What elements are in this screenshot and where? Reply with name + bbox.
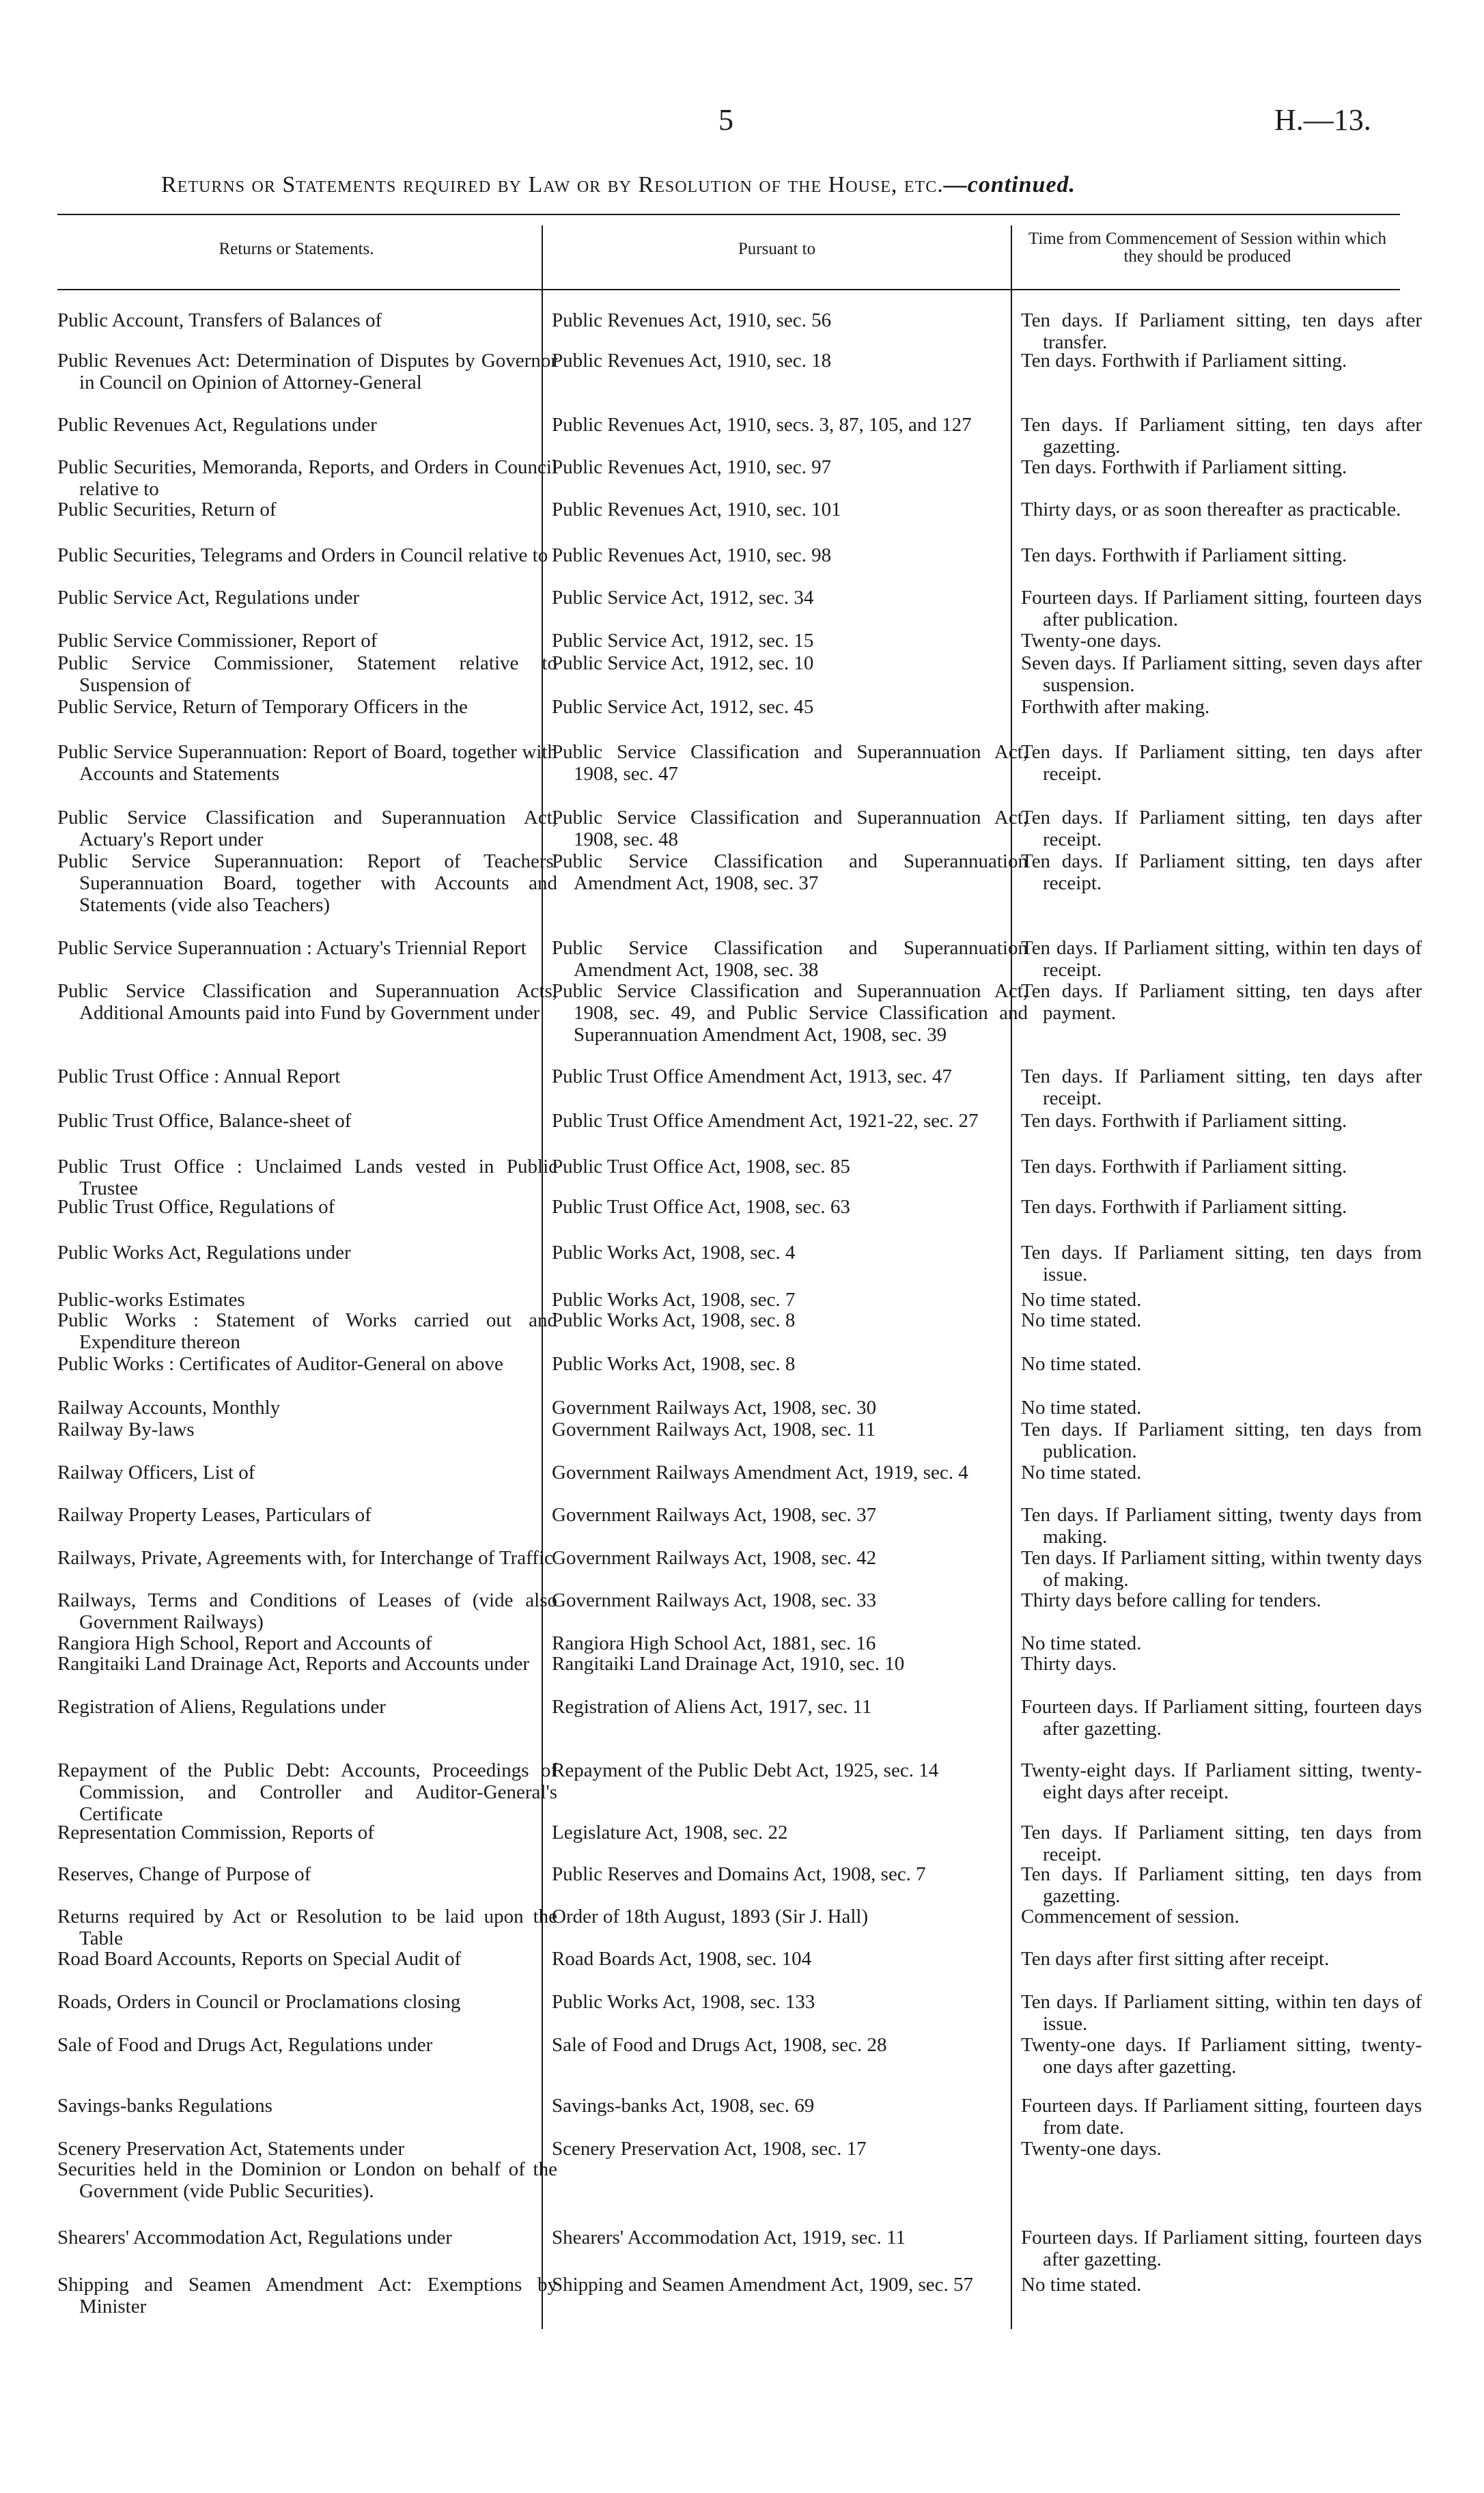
time-cell: Thirty days, or as soon thereafter as practicable. bbox=[1021, 499, 1401, 520]
time-cell: No time stated. bbox=[1021, 1289, 1142, 1311]
time-cell: Ten days. If Parliament sitting, ten days after receipt. bbox=[1021, 807, 1422, 850]
statement-cell: Public Service Superannuation: Report of Teachers' Superannuation Board, together with Accounts and Statements (vide also Teachers) bbox=[57, 850, 557, 916]
pursuant-cell: Public Works Act, 1908, sec. 7 bbox=[552, 1289, 796, 1311]
statement-cell: Securities held in the Dominion or London on behalf of the Government (vide Public Securities). bbox=[57, 2158, 557, 2202]
statement-cell: Representation Commission, Reports of bbox=[57, 1822, 374, 1843]
statement-cell: Scenery Preservation Act, Statements under bbox=[57, 2138, 405, 2160]
time-cell: Ten days. If Parliament sitting, ten days after receipt. bbox=[1021, 850, 1422, 894]
pursuant-cell: Public Service Act, 1912, sec. 45 bbox=[552, 696, 814, 718]
statement-cell: Public Service Act, Regulations under bbox=[57, 587, 360, 609]
statement-cell: Public Service Classification and Superannuation Act, Actuary's Report under bbox=[57, 807, 557, 850]
time-cell: Ten days. If Parliament sitting, ten days after receipt. bbox=[1021, 1066, 1422, 1109]
pursuant-cell: Public Trust Office Amendment Act, 1913, sec. 47 bbox=[552, 1066, 952, 1087]
time-cell: Twenty-eight days. If Parliament sitting, twenty-eight days after receipt. bbox=[1021, 1759, 1422, 1803]
statement-cell: Public Trust Office : Annual Report bbox=[57, 1066, 341, 1087]
time-cell: Ten days. Forthwith if Parliament sitting. bbox=[1021, 1110, 1347, 1132]
time-cell: Seven days. If Parliament sitting, seven days after suspension. bbox=[1021, 652, 1422, 696]
time-cell: Ten days. If Parliament sitting, ten days from gazetting. bbox=[1021, 1863, 1422, 1907]
statement-cell: Public Securities, Memoranda, Reports, and Orders in Council relative to bbox=[57, 456, 557, 500]
pursuant-cell: Registration of Aliens Act, 1917, sec. 11 bbox=[552, 1696, 872, 1718]
pursuant-cell: Legislature Act, 1908, sec. 22 bbox=[552, 1822, 788, 1843]
column-header-pursuant: Pursuant to bbox=[738, 240, 816, 258]
statement-cell: Railways, Terms and Conditions of Leases of (vide also Government Railways) bbox=[57, 1589, 557, 1633]
statement-cell: Rangiora High School, Report and Accounts of bbox=[57, 1632, 432, 1654]
pursuant-cell: Public Service Classification and Superannuation Amendment Act, 1908, sec. 38 bbox=[552, 937, 1028, 981]
page-number: 5 bbox=[718, 103, 733, 137]
pursuant-cell: Public Revenues Act, 1910, sec. 18 bbox=[552, 350, 832, 372]
statement-cell: Public Service, Return of Temporary Officers in the bbox=[57, 696, 468, 718]
statement-cell: Returns required by Act or Resolution to be laid upon the Table bbox=[57, 1906, 557, 1949]
pursuant-cell: Scenery Preservation Act, 1908, sec. 17 bbox=[552, 2138, 867, 2160]
pursuant-cell: Public Revenues Act, 1910, sec. 56 bbox=[552, 309, 832, 331]
statement-cell: Public Works : Statement of Works carried out and Expenditure thereon bbox=[57, 1309, 557, 1353]
statement-cell: Registration of Aliens, Regulations under bbox=[57, 1696, 386, 1718]
time-cell: No time stated. bbox=[1021, 1632, 1142, 1654]
time-cell: No time stated. bbox=[1021, 1353, 1142, 1375]
time-cell: Ten days. If Parliament sitting, ten days from receipt. bbox=[1021, 1822, 1422, 1865]
time-cell: Ten days. If Parliament sitting, within twenty days of making. bbox=[1021, 1547, 1422, 1591]
statement-cell: Rangitaiki Land Drainage Act, Reports and Accounts under bbox=[57, 1653, 529, 1675]
pursuant-cell: Public Service Classification and Superannuation Act, 1908, sec. 48 bbox=[552, 807, 1028, 850]
time-cell: Thirty days. bbox=[1021, 1653, 1117, 1675]
pursuant-cell: Public Service Act, 1912, sec. 10 bbox=[552, 652, 814, 674]
time-cell: Ten days. If Parliament sitting, ten days after receipt. bbox=[1021, 741, 1422, 785]
statement-cell: Public Works : Certificates of Auditor-General on above bbox=[57, 1353, 503, 1375]
running-title bbox=[161, 172, 1336, 198]
statement-cell: Public Service Commissioner, Report of bbox=[57, 630, 378, 652]
column-divider-1 bbox=[542, 225, 543, 2329]
statement-cell: Public Trust Office, Balance-sheet of bbox=[57, 1110, 352, 1132]
pursuant-cell: Repayment of the Public Debt Act, 1925, sec. 14 bbox=[552, 1759, 939, 1781]
pursuant-cell: Public Reserves and Domains Act, 1908, sec. 7 bbox=[552, 1863, 926, 1885]
time-cell: Ten days. If Parliament sitting, within ten days of issue. bbox=[1021, 1991, 1422, 2035]
statement-cell: Railway Accounts, Monthly bbox=[57, 1397, 281, 1419]
statement-cell: Public Securities, Return of bbox=[57, 499, 277, 520]
pursuant-cell: Public Service Classification and Superannuation Act, 1908, sec. 47 bbox=[552, 741, 1028, 785]
time-cell: No time stated. bbox=[1021, 1462, 1142, 1484]
statement-cell: Shipping and Seamen Amendment Act: Exemptions by Minister bbox=[57, 2274, 557, 2317]
time-cell: Fourteen days. If Parliament sitting, fourteen days after gazetting. bbox=[1021, 2227, 1422, 2270]
statement-cell: Public Trust Office, Regulations of bbox=[57, 1196, 335, 1218]
pursuant-cell: Public Works Act, 1908, sec. 4 bbox=[552, 1242, 796, 1264]
pursuant-cell: Government Railways Act, 1908, sec. 37 bbox=[552, 1504, 877, 1526]
document-code: H.—13. bbox=[1274, 103, 1371, 137]
time-cell: Twenty-one days. If Parliament sitting, twenty-one days after gazetting. bbox=[1021, 2034, 1422, 2078]
pursuant-cell: Savings-banks Act, 1908, sec. 69 bbox=[552, 2095, 815, 2117]
time-cell: No time stated. bbox=[1021, 1309, 1142, 1331]
pursuant-cell: Rangitaiki Land Drainage Act, 1910, sec. 10 bbox=[552, 1653, 905, 1675]
time-cell: Ten days. If Parliament sitting, ten days from issue. bbox=[1021, 1242, 1422, 1285]
statement-cell: Shearers' Accommodation Act, Regulations under bbox=[57, 2227, 452, 2248]
statement-cell: Railway By-laws bbox=[57, 1419, 195, 1440]
statement-cell: Public Securities, Telegrams and Orders in Council relative to bbox=[57, 544, 548, 566]
pursuant-cell: Public Works Act, 1908, sec. 8 bbox=[552, 1309, 796, 1331]
time-cell: Ten days. Forthwith if Parliament sitting. bbox=[1021, 544, 1347, 566]
pursuant-cell: Public Works Act, 1908, sec. 133 bbox=[552, 1991, 815, 2013]
time-cell: Twenty-one days. bbox=[1021, 2138, 1162, 2160]
pursuant-cell: Public Service Act, 1912, sec. 15 bbox=[552, 630, 814, 652]
pursuant-cell: Government Railways Amendment Act, 1919, sec. 4 bbox=[552, 1462, 968, 1484]
time-cell: Ten days. Forthwith if Parliament sitting. bbox=[1021, 456, 1347, 478]
time-cell: Ten days. If Parliament sitting, ten days after payment. bbox=[1021, 980, 1422, 1024]
statement-cell: Public Trust Office : Unclaimed Lands vested in Public Trustee bbox=[57, 1156, 557, 1199]
time-cell: Fourteen days. If Parliament sitting, fourteen days from date. bbox=[1021, 2095, 1422, 2139]
time-cell: Ten days. If Parliament sitting, ten days after transfer. bbox=[1021, 309, 1422, 353]
statement-cell: Public Account, Transfers of Balances of bbox=[57, 309, 382, 331]
time-cell: Forthwith after making. bbox=[1021, 696, 1210, 718]
pursuant-cell: Public Revenues Act, 1910, sec. 98 bbox=[552, 544, 832, 566]
statement-cell: Sale of Food and Drugs Act, Regulations under bbox=[57, 2034, 433, 2056]
time-cell: Thirty days before calling for tenders. bbox=[1021, 1589, 1321, 1611]
statement-cell: Railways, Private, Agreements with, for Interchange of Traffic bbox=[57, 1547, 553, 1569]
pursuant-cell: Public Works Act, 1908, sec. 8 bbox=[552, 1353, 796, 1375]
pursuant-cell: Government Railways Act, 1908, sec. 42 bbox=[552, 1547, 877, 1569]
time-cell: Commencement of session. bbox=[1021, 1906, 1240, 1927]
pursuant-cell: Public Trust Office Amendment Act, 1921-22, sec. 27 bbox=[552, 1110, 979, 1132]
pursuant-cell: Public Service Act, 1912, sec. 34 bbox=[552, 587, 814, 609]
statement-cell: Public Service Superannuation : Actuary's Triennial Report bbox=[57, 937, 527, 959]
time-cell: Ten days. If Parliament sitting, ten days from publication. bbox=[1021, 1419, 1422, 1462]
pursuant-cell: Order of 18th August, 1893 (Sir J. Hall) bbox=[552, 1906, 869, 1927]
statement-cell: Public Service Superannuation: Report of Board, together with Accounts and Statements bbox=[57, 741, 557, 785]
pursuant-cell: Government Railways Act, 1908, sec. 30 bbox=[552, 1397, 877, 1419]
time-cell: No time stated. bbox=[1021, 2274, 1142, 2296]
pursuant-cell: Public Revenues Act, 1910, sec. 101 bbox=[552, 499, 841, 520]
pursuant-cell: Public Service Classification and Superannuation Amendment Act, 1908, sec. 37 bbox=[552, 850, 1028, 894]
statement-cell: Railway Officers, List of bbox=[57, 1462, 255, 1484]
pursuant-cell: Shearers' Accommodation Act, 1919, sec. 11 bbox=[552, 2227, 906, 2248]
pursuant-cell: Shipping and Seamen Amendment Act, 1909, sec. 57 bbox=[552, 2274, 973, 2296]
pursuant-cell: Public Revenues Act, 1910, sec. 97 bbox=[552, 456, 832, 478]
statement-cell: Public Service Commissioner, Statement relative to Suspension of bbox=[57, 652, 557, 696]
time-cell: Ten days. Forthwith if Parliament sitting. bbox=[1021, 1156, 1347, 1178]
pursuant-cell: Public Trust Office Act, 1908, sec. 63 bbox=[552, 1196, 850, 1218]
time-cell: Ten days. If Parliament sitting, ten days after gazetting. bbox=[1021, 414, 1422, 458]
statement-cell: Public Works Act, Regulations under bbox=[57, 1242, 351, 1264]
statement-cell: Repayment of the Public Debt: Accounts, Proceedings of Commission, and Controller and Auditor-General's Certificate bbox=[57, 1759, 557, 1825]
header-rule-bottom bbox=[57, 289, 1400, 290]
statement-cell: Savings-banks Regulations bbox=[57, 2095, 272, 2117]
time-cell: Ten days. If Parliament sitting, twenty days from making. bbox=[1021, 1504, 1422, 1548]
statement-cell: Public Revenues Act, Regulations under bbox=[57, 414, 377, 436]
column-divider-2 bbox=[1011, 225, 1012, 2329]
time-cell: Ten days. Forthwith if Parliament sitting. bbox=[1021, 350, 1347, 372]
time-cell: Ten days after first sitting after receipt. bbox=[1021, 1948, 1330, 1970]
column-header-returns: Returns or Statements. bbox=[219, 240, 374, 258]
column-header-time: Time from Commencement of Session within which they should be produced bbox=[1028, 229, 1387, 266]
pursuant-cell: Rangiora High School Act, 1881, sec. 16 bbox=[552, 1632, 876, 1654]
pursuant-cell: Public Revenues Act, 1910, secs. 3, 87, 105, and 127 bbox=[552, 414, 972, 436]
pursuant-cell: Public Service Classification and Superannuation Act, 1908, sec. 49, and Public Service Classification and Superannuation Amendment Act, 1908, sec. 39 bbox=[552, 980, 1028, 1046]
time-cell: Ten days. Forthwith if Parliament sitting. bbox=[1021, 1196, 1347, 1218]
statement-cell: Reserves, Change of Purpose of bbox=[57, 1863, 311, 1885]
time-cell: Twenty-one days. bbox=[1021, 630, 1162, 652]
pursuant-cell: Road Boards Act, 1908, sec. 104 bbox=[552, 1948, 812, 1970]
statement-cell: Road Board Accounts, Reports on Special Audit of bbox=[57, 1948, 462, 1970]
pursuant-cell: Government Railways Act, 1908, sec. 33 bbox=[552, 1589, 877, 1611]
pursuant-cell: Government Railways Act, 1908, sec. 11 bbox=[552, 1419, 876, 1440]
time-cell: No time stated. bbox=[1021, 1397, 1142, 1419]
time-cell: Fourteen days. If Parliament sitting, fourteen days after gazetting. bbox=[1021, 1696, 1422, 1740]
running-title-suffix: —continued. bbox=[943, 172, 1076, 197]
statement-cell: Public-works Estimates bbox=[57, 1289, 245, 1311]
statement-cell: Roads, Orders in Council or Proclamations closing bbox=[57, 1991, 461, 2013]
time-cell: Ten days. If Parliament sitting, within ten days of receipt. bbox=[1021, 937, 1422, 981]
running-title-text: Returns or Statements required by Law or by Resolution of the House, etc. bbox=[161, 172, 944, 197]
time-cell: Fourteen days. If Parliament sitting, fourteen days after publication. bbox=[1021, 587, 1422, 630]
header-rule-top bbox=[57, 214, 1400, 215]
pursuant-cell: Sale of Food and Drugs Act, 1908, sec. 28 bbox=[552, 2034, 887, 2056]
statement-cell: Public Service Classification and Superannuation Acts, Additional Amounts paid into Fund by Government under bbox=[57, 980, 557, 1024]
pursuant-cell: Public Trust Office Act, 1908, sec. 85 bbox=[552, 1156, 850, 1178]
statement-cell: Railway Property Leases, Particulars of bbox=[57, 1504, 372, 1526]
statement-cell: Public Revenues Act: Determination of Disputes by Governor in Council on Opinion of Attorney-General bbox=[57, 350, 557, 393]
